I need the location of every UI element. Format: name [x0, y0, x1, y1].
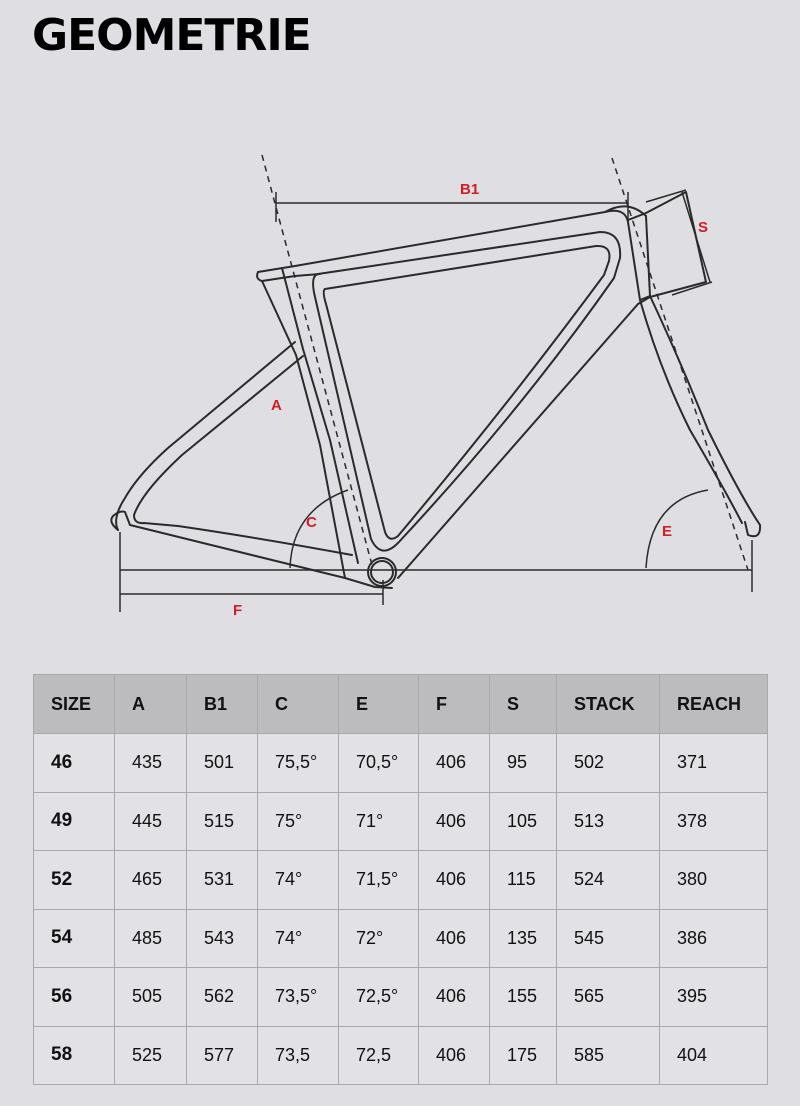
cell-e: 72,5	[339, 1026, 419, 1085]
cell-reach: 371	[660, 734, 768, 793]
header-s: S	[490, 675, 557, 734]
label-a: A	[271, 397, 282, 414]
cell-c: 75°	[258, 792, 339, 851]
cell-e: 70,5°	[339, 734, 419, 793]
table-row	[34, 734, 768, 793]
cell-s: 135	[490, 909, 557, 968]
cell-e: 72°	[339, 909, 419, 968]
cell-f: 406	[419, 734, 490, 793]
cell-e: 72,5°	[339, 968, 419, 1027]
label-f: F	[233, 602, 243, 619]
cell-reach: 395	[660, 968, 768, 1027]
cell-stack: 545	[557, 909, 660, 968]
cell-b1: 515	[187, 792, 258, 851]
cell-stack: 524	[557, 851, 660, 910]
cell-b1: 543	[187, 909, 258, 968]
header-e: E	[339, 675, 419, 734]
table-row	[34, 851, 768, 910]
cell-reach: 404	[660, 1026, 768, 1085]
table-row	[34, 1026, 768, 1085]
cell-size: 46	[34, 734, 115, 793]
cell-s: 95	[490, 734, 557, 793]
cell-c: 73,5	[258, 1026, 339, 1085]
cell-size: 58	[34, 1026, 115, 1085]
geometry-table	[33, 674, 768, 1085]
cell-b1: 501	[187, 734, 258, 793]
header-a: A	[115, 675, 187, 734]
cell-a: 505	[115, 968, 187, 1027]
header-size: SIZE	[34, 675, 115, 734]
header-b1: B1	[187, 675, 258, 734]
header-f: F	[419, 675, 490, 734]
header-c: C	[258, 675, 339, 734]
cell-size: 49	[34, 792, 115, 851]
cell-size: 54	[34, 909, 115, 968]
cell-c: 73,5°	[258, 968, 339, 1027]
down-tube	[398, 297, 650, 578]
cell-s: 155	[490, 968, 557, 1027]
cell-a: 435	[115, 734, 187, 793]
label-c: C	[306, 514, 317, 531]
table-row	[34, 792, 768, 851]
label-b1: B1	[460, 181, 480, 198]
cell-b1: 531	[187, 851, 258, 910]
cell-f: 406	[419, 792, 490, 851]
label-s: S	[698, 219, 709, 236]
cell-stack: 513	[557, 792, 660, 851]
cell-c: 74°	[258, 909, 339, 968]
label-e: E	[662, 523, 673, 540]
seat-tube-rear	[282, 268, 358, 563]
cell-a: 525	[115, 1026, 187, 1085]
table-row	[34, 909, 768, 968]
cell-reach: 386	[660, 909, 768, 968]
cell-c: 75,5°	[258, 734, 339, 793]
cell-f: 406	[419, 851, 490, 910]
cell-reach: 378	[660, 792, 768, 851]
cell-a: 485	[115, 909, 187, 968]
fork-rear	[640, 300, 742, 523]
cell-stack: 502	[557, 734, 660, 793]
header-stack: STACK	[557, 675, 660, 734]
cell-a: 465	[115, 851, 187, 910]
cell-size: 56	[34, 968, 115, 1027]
cell-a: 445	[115, 792, 187, 851]
cell-f: 406	[419, 909, 490, 968]
cell-f: 406	[419, 968, 490, 1027]
seat-tube-axis	[262, 155, 372, 565]
page-title: GEOMETRIE	[32, 10, 311, 61]
fork-front	[650, 296, 760, 536]
cell-c: 74°	[258, 851, 339, 910]
bottom-bracket	[368, 558, 396, 586]
cell-e: 71°	[339, 792, 419, 851]
cell-b1: 562	[187, 968, 258, 1027]
cell-e: 71,5°	[339, 851, 419, 910]
cell-size: 52	[34, 851, 115, 910]
head-tube	[628, 192, 709, 297]
cell-f: 406	[419, 1026, 490, 1085]
cell-s: 115	[490, 851, 557, 910]
cell-stack: 565	[557, 968, 660, 1027]
cell-s: 105	[490, 792, 557, 851]
cell-b1: 577	[187, 1026, 258, 1085]
header-reach: REACH	[660, 675, 768, 734]
main-triangle-outer	[313, 232, 620, 551]
main-triangle-inner	[324, 246, 610, 539]
table-row	[34, 968, 768, 1027]
cell-stack: 585	[557, 1026, 660, 1085]
top-tube-lower	[257, 272, 320, 281]
cell-s: 175	[490, 1026, 557, 1085]
cell-reach: 380	[660, 851, 768, 910]
table-header-row	[34, 675, 768, 734]
